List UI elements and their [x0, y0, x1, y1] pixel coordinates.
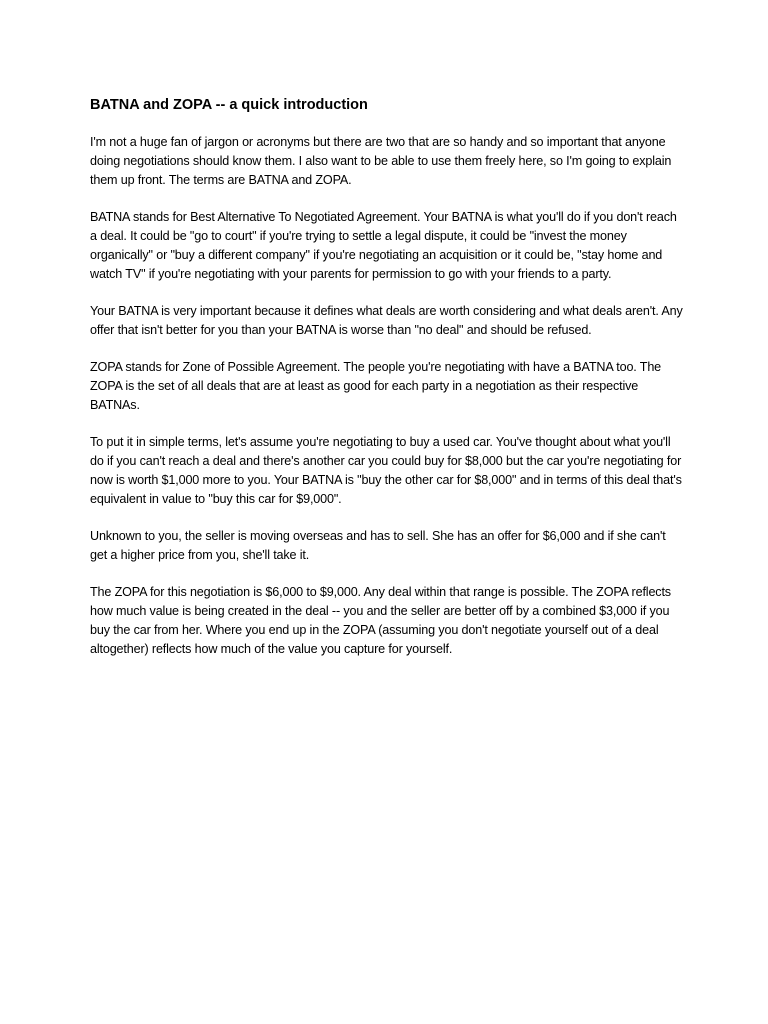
document-page [90, 96, 685, 677]
paragraph-zopa-range: The ZOPA for this negotiation is $6,000 to $9,000. Any deal within that range is possible. The ZOPA reflects how much value is being created in the deal -- you and the seller are better off by a combined $3,000 if you buy the car from her. Where you end up in the ZOPA (assuming you don't negotiate yourself out of a deal altogether) reflects how much of the value you capture for yourself. [90, 585, 671, 656]
paragraph-car-example: To put it in simple terms, let's assume you're negotiating to buy a used car. You've thought about what you'll do if you can't reach a deal and there's another car you could buy for $8,000 but the car you're negotiating for now is worth $1,000 more to you. Your BATNA is "buy the other car for $8,000" and in terms of this deal that's equivalent in value to "buy this car for $9,000". [90, 435, 682, 506]
paragraph-batna-importance: Your BATNA is very important because it defines what deals are worth considering and what deals aren't. Any offer that isn't better for you than your BATNA is worse than "no deal" and should be refused. [90, 304, 683, 337]
paragraph-seller: Unknown to you, the seller is moving overseas and has to sell. She has an offer for $6,000 and if she can't get a higher price from you, she'll take it. [90, 529, 666, 562]
document-title: BATNA and ZOPA -- a quick introduction [90, 97, 368, 113]
paragraph-intro: I'm not a huge fan of jargon or acronyms but there are two that are so handy and so important that anyone doing negotiations should know them. I also want to be able to use them freely here, so I'm going to explain them up front. The terms are BATNA and ZOPA. [90, 135, 672, 187]
paragraph-zopa-definition: ZOPA stands for Zone of Possible Agreement. The people you're negotiating with have a BATNA too. The ZOPA is the set of all deals that are at least as good for each party in a negotiation as their respective BATNAs. [90, 360, 662, 412]
paragraph-batna-definition: BATNA stands for Best Alternative To Negotiated Agreement. Your BATNA is what you'll do if you don't reach a deal. It could be "go to court" if you're trying to settle a legal dispute, it could be "invest the money organically" or "buy a different company" if you're negotiating an acquisition or it could be, "stay home and watch TV" if you're negotiating with your parents for permission to go with your friends to a party. [90, 210, 677, 281]
